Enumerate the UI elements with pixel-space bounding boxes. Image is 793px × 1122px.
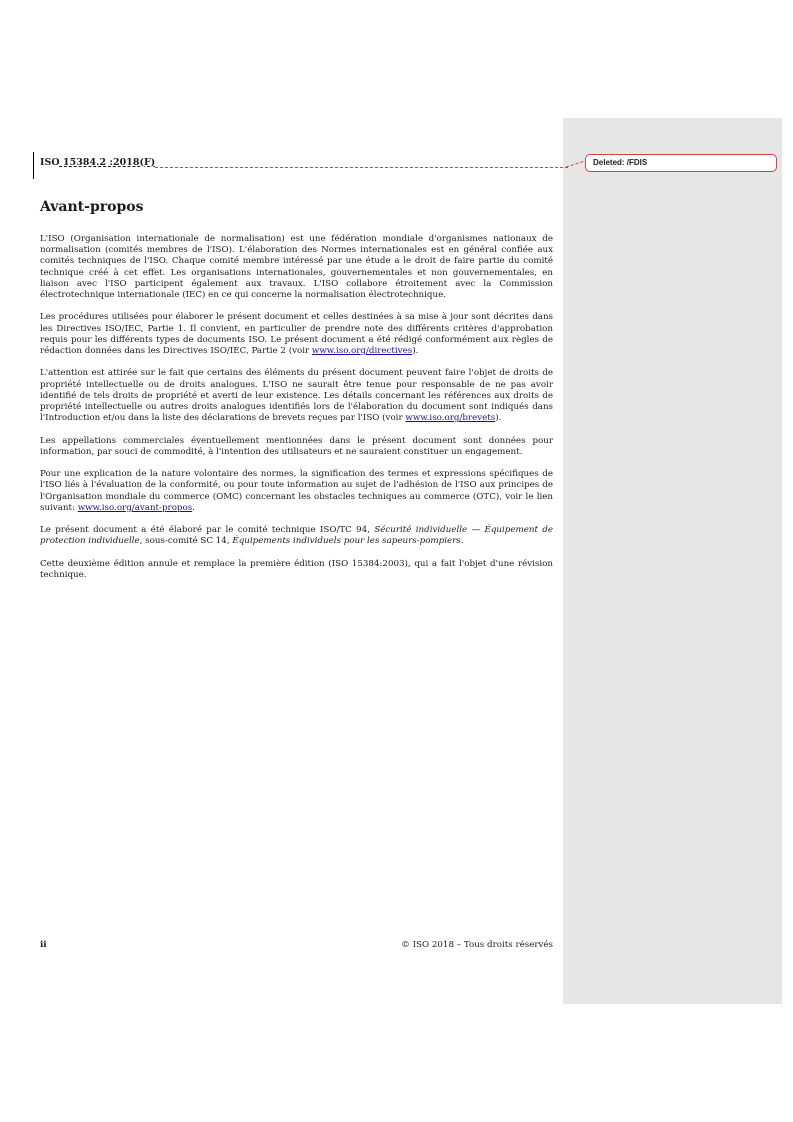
paragraph-6-subcommittee-title: Équipements individuels pour les sapeurs-pompiers <box>232 536 461 547</box>
paragraph-6-a: Le présent document a été élaboré par le comité technique ISO/TC 94, <box>40 525 375 536</box>
body-text <box>40 234 553 592</box>
header-doc-id: 15384.2 :2018(F) <box>59 157 156 168</box>
comment-leader-connector <box>566 160 585 168</box>
copyright-notice: © ISO 2018 – Tous droits réservés <box>401 940 553 950</box>
paragraph-2-text: Les procédures utilisées pour élaborer le présent document et celles destinées à sa mise à jour sont décrites dans les Directives ISO/IEC, Partie 1. Il convient, en particulier de prendre note des différents critères d'approbation requis pour les différents types de documents ISO. Le présent document a été rédigé conformément aux règles de rédaction données dans les Directives ISO/IEC, Partie 2 (voir <box>40 312 553 357</box>
markup-pane <box>563 118 782 1004</box>
comment-text: Deleted: /FDIS <box>593 158 648 167</box>
brevets-link[interactable]: www.iso.org/brevets <box>405 413 496 424</box>
running-header <box>40 157 155 168</box>
directives-link[interactable]: www.iso.org/directives <box>311 346 413 357</box>
paragraph-2 <box>40 312 553 357</box>
deleted-comment-balloon[interactable] <box>585 154 777 172</box>
paragraph-2-end: ). <box>412 346 419 357</box>
comment-leader-line <box>155 167 568 168</box>
paragraph-1 <box>40 234 553 301</box>
page-title: Avant-propos <box>40 199 144 215</box>
header-doc-prefix: ISO <box>40 157 60 168</box>
paragraph-5-end: . <box>192 502 195 513</box>
paragraph-7 <box>40 559 553 581</box>
paragraph-7-text: Cette deuxième édition annule et remplace la première édition (ISO 15384:2003), qui a fait l'objet d'une révision technique. <box>40 558 553 580</box>
paragraph-6-e: . <box>460 536 464 547</box>
paragraph-6-c: , sous-comité SC 14, <box>139 536 233 547</box>
paragraph-3-end: ). <box>495 413 502 424</box>
page-number: ii <box>40 940 47 950</box>
paragraph-3 <box>40 368 553 424</box>
paragraph-5 <box>40 469 553 514</box>
paragraph-5-text: Pour une explication de la nature volontaire des normes, la signification des termes et expressions spécifiques de l'ISO liés à l'évaluation de la conformité, ou pour toute information au sujet de l'adhésion de l'ISO aux principes de l'Organisation mondiale du commerce (OMC) concernant les obstacles techniques au commerce (OTC), voir le lien suivant: <box>40 469 553 513</box>
paragraph-3-text: L'attention est attirée sur le fait que certains des éléments du présent document peuvent faire l'objet de droits de propriété intellectuelle ou de droits analogues. L'ISO ne saurait être tenue pour responsable de ne pas avoir identifié de tels droits de propriété et averti de leur existence. Les détails concernant les références aux droits de propriété intellectuelle ou autres droits analogues identifiés lors de l'élaboration du document sont indiqués dans l'Introduction et/ou dans la liste des déclarations de brevets reçues par l'ISO (voir <box>40 368 553 424</box>
paragraph-4 <box>40 436 553 458</box>
paragraph-1-text: L'ISO (Organisation internationale de normalisation) est une fédération mondiale d'organismes nationaux de normalisation (comités membres de l'ISO). L'élaboration des Normes internationales est en général confiée aux comités techniques de l'ISO. Chaque comité membre intéressé par une étude a le droit de faire partie du comité technique créé à cet effet. Les organisations internationales, gouvernementales et non gouvernementales, en liaison avec l'ISO participent également aux travaux. L'ISO collabore étroitement avec la Commission électrotechnique internationale (IEC) en ce qui concerne la normalisation électrotechnique. <box>40 234 553 301</box>
paragraph-6 <box>40 525 553 547</box>
paragraph-4-text: Les appellations commerciales éventuellement mentionnées dans le présent document sont données pour information, par souci de commodité, à l'intention des utilisateurs et ne sauraient constituer un engagement. <box>40 435 553 457</box>
avant-propos-link[interactable]: www.iso.org/avant-propos <box>77 502 193 513</box>
paragraph-6-committee-title: Sécurité individuelle — Équipement de protection individuelle <box>40 525 553 547</box>
change-bar <box>33 152 34 179</box>
